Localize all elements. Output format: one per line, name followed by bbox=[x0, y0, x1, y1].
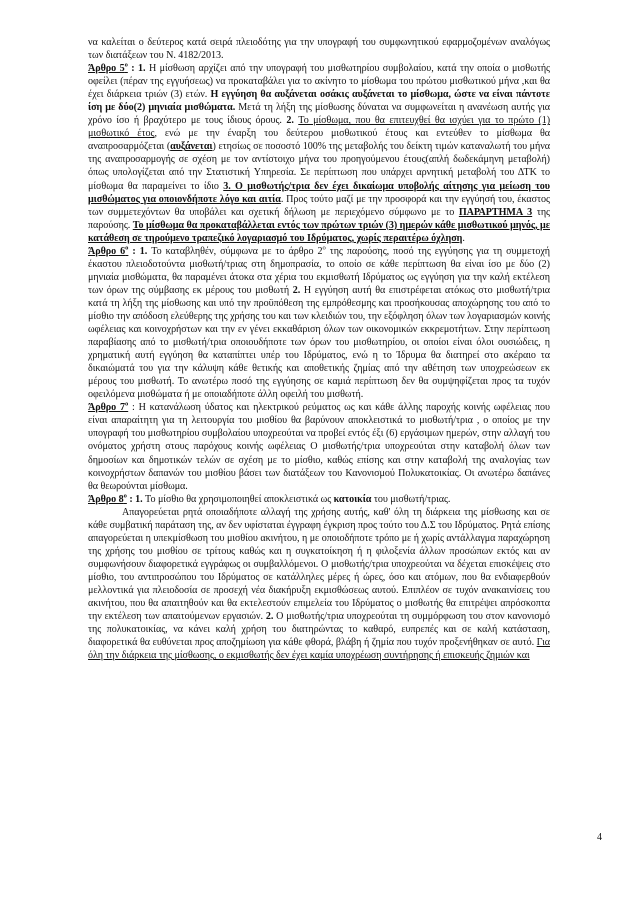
underlined-clause: Το μίσθωμα, που θα επιτευχθεί θα ισχύει για το πρώτο (1) μισθωτικό έτος bbox=[88, 115, 551, 140]
article-5: Άρθρο $5^o$ : 1. Η μίσθωση αρχίζει από την υπογραφή του μισθωτηρίου συμβολαίου, κατά την οποία ο μισθωτής οφείλει (πέραν της εγγυήσεως) να προκαταβάλει για το ακίνητο το μίσθωμα του πρώτου μισθωτικού μήνα ,και θα έχει διάρκεια τριών (3) ετών. Η εγγύηση θα αυξάνεται οσάκις αυξάνεται το μίσθωμα, ώστε να είναι πάντοτε ίση με δύο(2) μηνιαία μισθώματα. Μετά τη λήξη της μίσθωσης δύναται να συμφωνείται η ανανέωση αυτής για χρόνο ίσο ή βραχύτερο με τους ίδιους όρους. 2. Το μίσθωμα, που θα επιτευχθεί θα ισχύει για το πρώτο (1) μισθωτικό έτος, ενώ με την έναρξη του δεύτερου μισθωτικού έτους και εντεύθεν το μίσθωμα θα αναπροσαρμόζεται (αυξάνεται) ετησίως σε ποσοστό 100% της μεταβολής του δείκτη τιμών καταναλωτή του μήνα της αναπροσαρμογής σε σχέση με τον αντίστοιχο μήνα του προηγούμενου έτους(απλή δωδεκάμηνη μεταβολή) όπως υπολογίζεται από την Στατιστική Υπηρεσία. Σε περίπτωση που υπάρχει αρνητική μεταβολή του ΔΤΚ το μίσθωμα θα παραμείνει το ίδιο 3. Ο μισθωτής/τρια δεν έχει δικαίωμα υποβολής αίτησης για μείωση του μισθώματος για οποιονδήποτε λόγο και αιτία. Προς τούτο μαζί με την προσφορά και την εγγύησή του, έκαστος των συμμετεχόντων θα υποβάλει και σχετική δήλωση με περιεχόμενο σύμφωνο με το ΠΑΡΑΡΤΗΜΑ 3 της παρούσης. Το μίσθωμα θα προκαταβάλλεται εντός των πρώτων τριών (3) ημερών κάθε μισθωτικού μηνός, με κατάθεση σε τηρούμενο τραπεζικό λογαριασμό του Ιδρύματος, χωρίς περαιτέρω όχληση. bbox=[88, 61, 551, 244]
bold-clause: Η εγγύηση θα αυξάνεται οσάκις αυξάνεται το μίσθωμα, ώστε να είναι πάντοτε ίση με δύο(2) μηνιαία μισθώματα. bbox=[88, 89, 550, 114]
article-text: της παρούσης, ποσό της εγγύησης για τη συμμετοχή έκαστου πλειοδοτούντα μισθωτή/τριας στη δημοπρασία, το οποίο σε κάθε περίπτωση θα είναι ίσο με δύο (2) μηνιαία μισθώματα, θα παραμένει άτοκα στα χέρια του εκμισθωτή Ιδρύματος ως εγγύηση για την καλή εκτέλεση των όρων της σύμβασης εκ μέρους του μισθωτή bbox=[88, 245, 551, 296]
article-text: Το μίσθιο θα χρησιμοποιηθεί αποκλειστικά ως bbox=[145, 493, 334, 505]
bold-underlined-clause: Το μίσθωμα θα προκαταβάλλεται εντός των πρώτων τριών (3) ημερών κάθε μισθωτικού μηνός, με κατάθεση σε τηρούμενο τραπεζικό λογαριασμό του Ιδρύματος, χωρίς περαιτέρω όχληση bbox=[88, 219, 550, 244]
article-text: Η μίσθωση αρχίζει από την υπογραφή του μισθωτηρίου συμβολαίου, κατά την οποία ο μισθωτής οφείλει (πέραν της εγγυήσεως) να προκαταβάλει για το ακίνητο το μίσθωμα του πρώτου μισθωτικού μήνα ,και θα έχει διάρκεια τριών (3) ετών. bbox=[88, 63, 550, 101]
article-text: Ο μισθωτής/τρια υποχρεούται τη συμμόρφωση του στον κανονισμό της πολυκατοικίας, να κάνει καλή χρήση του διατηρώντας το καθαρό, ευπρεπές και σε καλή κατάσταση, διαφορετικά θα ευθύνεται προς αποζημίωση για κάθε φθορά, βλάβη ή ζημία που τυχόν προξενήθηκαν σε αυτό. bbox=[88, 611, 550, 649]
article-text: Μετά τη λήξη της μίσθωσης δύναται να συμφωνείται η ανανέωση αυτής για χρόνο ίσο ή βραχύτερο με τους ίδιους όρους. bbox=[88, 102, 550, 127]
paragraph-continuation bbox=[88, 36, 550, 62]
item-number: : 1. bbox=[128, 245, 152, 257]
article-8 bbox=[88, 493, 550, 506]
item-number: : 1. bbox=[127, 63, 149, 75]
bold-underlined-clause: 3. Ο μισθωτής/τρια δεν έχει δικαίωμα υποβολής αίτησης για μείωση του μισθώματος για οποιονδήποτε λόγο και αιτία bbox=[88, 180, 550, 205]
item-number: 2. bbox=[265, 611, 274, 623]
article-6: Άρθρο $6^o$ : 1. Το καταβληθέν, σύμφωνα με το άρθρο $2^o$ της παρούσης, ποσό της εγγύησης για τη συμμετοχή έκαστου πλειοδοτούντα μισθωτή/τριας στη δημοπρασία, το οποίο σε κάθε περίπτωση θα είναι ίσο με δύο (2) μηνιαία μισθώματα, θα παραμένει άτοκα στα χέρια του εκμισθωτή Ιδρύματος ως εγγύηση για την καλή εκτέλεση των όρων της σύμβασης εκ μέρους του μισθωτή 2. Η εγγύηση αυτή θα επιστρέφεται ατόκως στο μισθωτή/τρια κατά τη λήξη της μίσθωσης και υπό την προϋπόθεση της εμπρόθεσμης και προσήκουσας αποχώρησης του από το μίσθιο την απόδοση ελεύθερης της χρήσης του και των κλειδιών του, την εξόφληση όλων των λογαριασμών κοινής ωφέλειας και κοινοχρήστων και την εν γένει εκκαθάριση όλων των οικονομικών εκκρεμοτήτων. Στην περίπτωση παραβίασης από το μισθωτή/τρια οποιουδήποτε των όρων του μισθωτηρίου, οι οποίοι είναι όλοι ουσιώδεις, η χρηματική αυτή εγγύηση θα καταπίπτει υπέρ του Ιδρύματος, ενώ η το Ίδρυμα θα διατηρεί στο ακέραιο τα δικαιώματά του για την κάλυψη κάθε θετικής και αποθετικής ζημίας από την αθέτηση των υποχρεώσεων εκ μέρους του μισθωτή. Το ανωτέρω ποσό της εγγύησης σε καμιά περίπτωση δεν θα συμψηφίζεται προς τα τυχόν οφειλόμενα μισθώματα ή με οποιαδήποτε άλλη οφειλή του μισθωτή. bbox=[88, 244, 551, 401]
annex-reference: ΠΑΡΑΡΤΗΜΑ 3 bbox=[458, 206, 533, 218]
item-number: 2. bbox=[292, 284, 301, 296]
article-text: Η εγγύηση αυτή θα επιστρέφεται ατόκως στο μισθωτή/τρια κατά τη λήξη της μίσθωσης και υπό την προϋπόθεση της εμπρόθεσμης και προσήκουσας αποχώρησης του από το μίσθιο την απόδοση ελεύθερης της χρήσης του και των κλειδιών του, την εξόφληση όλων των λογαριασμών κοινής ωφέλειας και κοινοχρήστων και την εν γένει εκκαθάριση όλων των οικονομικών εκκρεμοτήτων. Στην περίπτωση παραβίασης από το μισθωτή/τρια οποιουδήποτε των όρων του μισθωτηρίου, οι οποίοι είναι όλοι ουσιώδεις, η χρηματική αυτή εγγύηση θα καταπίπτει υπέρ του Ιδρύματος, ενώ η το Ίδρυμα θα διατηρεί στο ακέραιο τα δικαιώματά του για την κάλυψη κάθε θετικής και αποθετικής ζημίας από την αθέτηση των υποχρεώσεων εκ μέρους του μισθωτή. Το ανωτέρω ποσό της εγγύησης σε καμιά περίπτωση δεν θα συμψηφίζεται προς τα τυχόν οφειλόμενα μισθώματα ή με οποιαδήποτε άλλη οφειλή του μισθωτή. bbox=[88, 284, 551, 401]
article-text: ) ετησίως σε ποσοστό 100% της μεταβολής του δείκτη τιμών καταναλωτή του μήνα της αναπροσαρμογής σε σχέση με τον αντίστοιχο μήνα του προηγούμενου έτους(απλή δωδεκάμηνη μεταβολή) όπως υπολογίζεται από την Στατιστική Υπηρεσία. Σε περίπτωση που υπάρχει αρνητική μεταβολή του ΔΤΚ το μίσθωμα θα παραμείνει το ίδιο bbox=[88, 141, 550, 192]
contract-page-body bbox=[88, 36, 550, 662]
item-number: : 1. bbox=[126, 493, 146, 505]
article-7-heading: Άρθρο $7^o$ bbox=[88, 400, 129, 414]
underlined-clause: Για όλη την διάρκεια της μίσθωσης, ο εκμισθωτής δεν έχει καμία υποχρέωση συντήρησης ή επισκευής ζημιών και bbox=[88, 637, 550, 662]
article-text: : Η κατανάλωση ύδατος και ηλεκτρικού ρεύματος ως και κάθε άλλης παροχής κοινής ωφέλειας που είναι απαραίτητη για τη λειτουργία του μισθίου θα βαρύνουν αποκλειστικά το μισθωτή/τρια , ο οποίος με την υπογραφή του μισθωτηρίου συμβολαίου υποχρεούται να προβεί εντός έξι (6) εργάσιμων ημερών, στην αλλαγή του ονόματος χρήστη στους παρόχους κοινής ωφέλειας Ο μισθωτής/τρια υποχρεούται στην καταβολή όλων των δημοσίων και δημοτικών τελών σε σχέση με το μίσθιο, καθώς επίσης και στην καταβολή της αναλογίας των κοινοχρήστων δαπανών του μισθίου βάσει των διατάξεων του Κανονισμού Πολυκατοικίας. Οι ανωτέρω δαπάνες θα θεωρούνται μίσθωμα. bbox=[88, 402, 550, 492]
article-text: Απαγορεύεται ρητά οποιαδήποτε αλλαγή της χρήσης αυτής, καθ' όλη τη διάρκεια της μίσθωσης και σε κάθε συμβατική παράταση της, αν δεν υφίσταται έγγραφη έγκριση προς τούτο του Δ.Σ του Ιδρύματος. Ρητά επίσης απαγορεύεται η υπεκμίσθωση του μισθίου ακινήτου, η με οποιοδήποτε τρόπο με ή χωρίς αντάλλαγμα παραχώρηση της χρήσης του μισθίου σε τρίτους καθώς και η συγκατοίκηση ή η φιλοξενία άλλων προσώπων εκτός και αν συμφωνήσουν διαφορετικά εγγράφως οι συμβαλλόμενοι. Ο μισθωτής/τρια υποχρεούται να δέχεται επισκέψεις στο μίσθιο, του αντιπροσώπου του Ιδρύματος σε κατάλληλες μέρες ή ώρες, όσο και ατόμων, που θα ενδιαφερθούν μελλοντικά για πλειοδοσία σε προσεχή νέα διακήρυξη εκμισθώσεως αυτού. Επιπλέον σε τυχόν ανακαινίσεις του ακινήτου, που θα απαιτηθούν και θα εκτελεστούν επιμελεία του Ιδρύματος ο μισθωτής θα επιτρέψει απρόσκοπτα την εκτέλεση των απαιτούμενων εργασιών. bbox=[88, 506, 550, 623]
paragraph-text: να καλείται ο δεύτερος κατά σειρά πλειοδότης για την υπογραφή του συμφωνητικού εφαρμοζομένων αναλόγως των διατάξεων του Ν. 4182/2013. bbox=[88, 37, 550, 62]
bold-word: κατοικία bbox=[333, 493, 372, 505]
page-number: 4 bbox=[597, 832, 602, 843]
article-5-heading: Άρθρο $5^o$ bbox=[88, 61, 128, 75]
article-text: . Προς τούτο μαζί με την προσφορά και την εγγύησή του, έκαστος των συμμετεχόντων θα υποβάλει και σχετική δήλωση με περιεχόμενο σύμφωνο με το bbox=[88, 193, 551, 218]
article-text: , ενώ με την έναρξη του δεύτερου μισθωτικού έτους και εντεύθεν το μίσθωμα θα αναπροσαρμόζεται ( bbox=[88, 128, 551, 153]
article-6-heading: Άρθρο $6^o$ bbox=[88, 244, 129, 257]
article-text: Το καταβληθέν, σύμφωνα με το άρθρο 2 bbox=[151, 245, 323, 257]
article-text: του μισθωτή/τριας. bbox=[371, 493, 451, 505]
article-text: της παρούσης. bbox=[88, 206, 551, 231]
article-8-heading: Άρθρο $8^o$ bbox=[88, 492, 127, 505]
bold-underlined-word: αυξάνεται bbox=[170, 141, 213, 153]
article-7 bbox=[88, 401, 550, 492]
article-8-paragraph bbox=[88, 506, 550, 663]
item-number: 2. bbox=[286, 115, 299, 127]
